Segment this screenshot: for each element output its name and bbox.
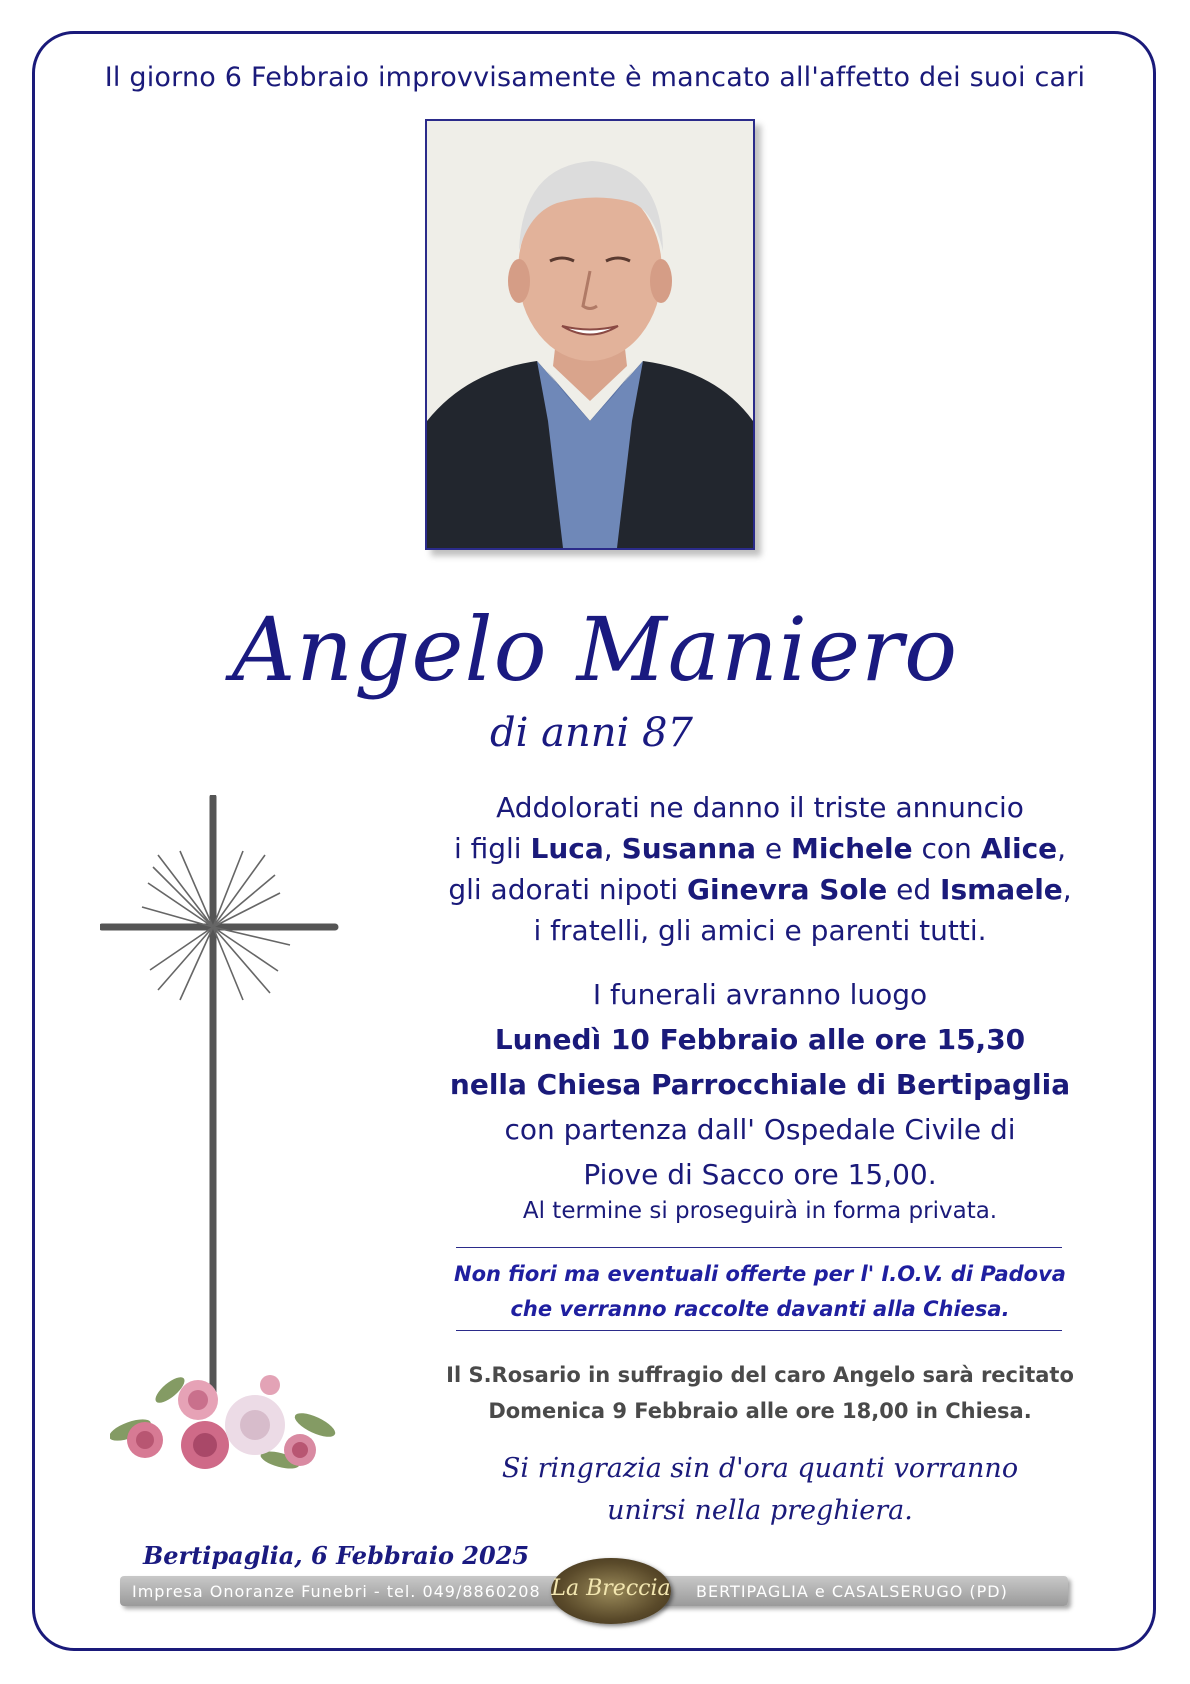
- logo-text: La Breccia: [551, 1576, 671, 1601]
- announcement-line-4: i fratelli, gli amici e parenti tutti.: [533, 914, 987, 947]
- text-fragment: ,: [1062, 873, 1072, 906]
- deceased-age: di anni 87: [490, 710, 693, 756]
- offerings-note: [440, 1257, 1080, 1327]
- private-note: Al termine si proseguirà in forma privata.: [522, 1198, 998, 1224]
- thanks-line-1: Si ringrazia sin d'ora quanti vorranno: [501, 1453, 1019, 1484]
- funeral-date-time: Lunedì 10 Febbraio alle ore 15,30: [494, 1023, 1026, 1056]
- funeral-line-1: I funerali avranno luogo: [592, 978, 928, 1011]
- offerings-line-2: che verranno raccolte davanti alla Chiesa.: [510, 1297, 1010, 1321]
- rosary-line-1: Il S.Rosario in suffragio del caro Angelo sarà recitato: [446, 1363, 1074, 1387]
- rosary-note: [440, 1357, 1080, 1429]
- divider-top: [456, 1247, 1062, 1248]
- child-name: Susanna: [621, 832, 757, 865]
- deceased-name: Angelo Maniero: [231, 598, 959, 701]
- text-fragment: ed: [887, 873, 941, 906]
- text-fragment: ,: [1057, 832, 1067, 865]
- funeral-info: [440, 972, 1080, 1197]
- grandchild-name: Ginevra Sole: [687, 873, 888, 906]
- header-text: Il giorno 6 Febbraio improvvisamente è mancato all'affetto dei suoi cari: [104, 62, 1086, 93]
- text-fragment: con: [912, 832, 981, 865]
- relative-name: Alice: [980, 832, 1058, 865]
- thanks-note: [440, 1448, 1080, 1532]
- funeral-line-5: Piove di Sacco ore 15,00.: [583, 1158, 937, 1191]
- text-fragment: e: [756, 832, 792, 865]
- funeral-line-4: con partenza dall' Ospedale Civile di: [504, 1113, 1016, 1146]
- text-fragment: ,: [603, 832, 622, 865]
- footer-location: BERTIPAGLIA e CASALSERUGO (PD): [696, 1582, 1008, 1601]
- funeral-church: nella Chiesa Parrocchiale di Bertipaglia: [449, 1068, 1071, 1101]
- thanks-line-2: unirsi nella preghiera.: [607, 1495, 913, 1526]
- announcement-line-1: Addolorati ne danno il triste annuncio: [496, 791, 1024, 824]
- rosary-line-2: Domenica 9 Febbraio alle ore 18,00 in Chiesa.: [488, 1399, 1032, 1423]
- grandchild-name: Ismaele: [940, 873, 1063, 906]
- divider-bottom: [456, 1330, 1062, 1331]
- offerings-line-1: Non fiori ma eventuali offerte per l' I.O.V. di Padova: [454, 1262, 1066, 1286]
- child-name: Michele: [791, 832, 913, 865]
- place-date: Bertipaglia, 6 Febbraio 2025: [143, 1541, 530, 1570]
- funeral-home-logo: [551, 1558, 671, 1624]
- portrait-photo: [425, 119, 755, 550]
- footer-contact: Impresa Onoranze Funebri - tel. 049/8860208: [132, 1582, 541, 1601]
- flowers-icon: [110, 1370, 340, 1484]
- announcement-line-3: [440, 869, 1080, 910]
- child-name: Luca: [530, 832, 604, 865]
- text-fragment: i figli: [453, 832, 531, 865]
- announcement: [440, 787, 1080, 951]
- cross-icon: [100, 795, 340, 1409]
- text-fragment: gli adorati nipoti: [448, 873, 688, 906]
- announcement-line-2: [440, 828, 1080, 869]
